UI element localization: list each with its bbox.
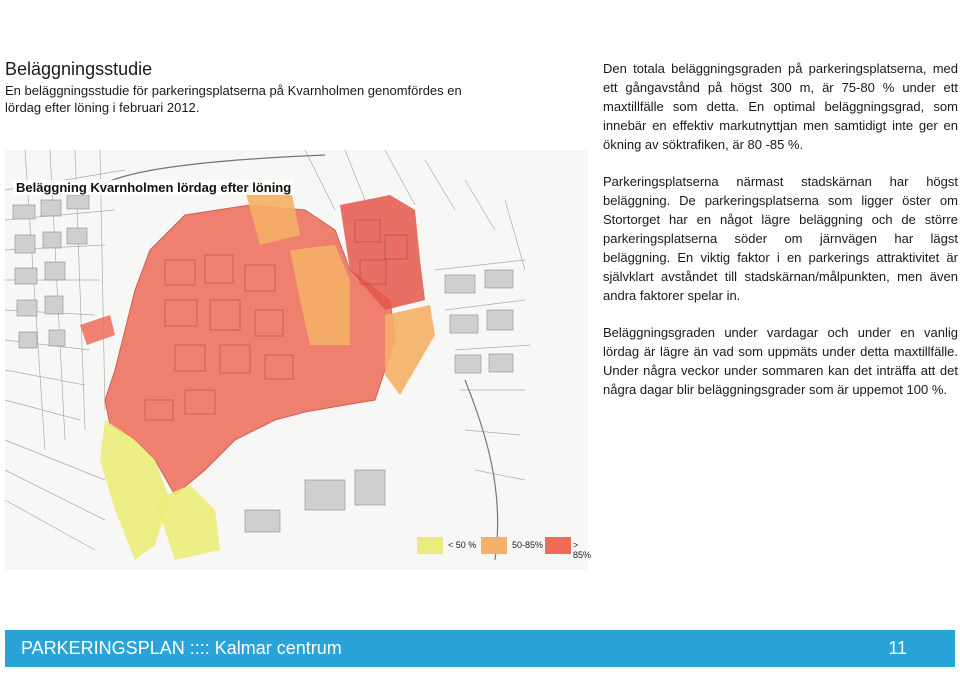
page-title: Beläggningsstudie xyxy=(5,59,153,79)
intro-text: En beläggningsstudie för parkeringsplatserna på Kvarnholmen genomfördes en lördag efter löning i februari 2012. xyxy=(5,83,462,115)
legend-swatch-mid xyxy=(481,537,507,554)
body-text xyxy=(603,59,958,417)
legend-swatch-low xyxy=(417,537,443,554)
legend-label-mid: 50-85% xyxy=(512,540,544,550)
legend-label-low: < 50 % xyxy=(448,540,477,550)
map-illustration xyxy=(5,150,588,570)
legend-swatch-high xyxy=(545,537,571,554)
paragraph-1: Den totala beläggningsgraden på parkeringsplatserna, med ett gångavstånd på högst 300 m, är 75-80 % under ett maxtillfälle som detta. En optimal beläggningsgrad, som innebär en effektiv markutnyttjan men samtidigt inte ger en ökning av söktrafiken, är 80 -85 %. xyxy=(603,61,958,152)
intro-block xyxy=(5,58,465,116)
footer-bar xyxy=(5,630,955,667)
paragraph-3: Beläggningsgraden under vardagar och under en vanlig lördag är lägre än vad som uppmäts under detta maxtillfälle. Under några veckor under sommaren kan det inträffa att det några dagar blir beläggningsgrader som är uppemot 100 %. xyxy=(603,325,958,397)
map-legend xyxy=(415,534,590,558)
map-title: Beläggning Kvarnholmen lördag efter löning xyxy=(13,180,294,195)
page-number: 11 xyxy=(888,638,907,658)
occupancy-map xyxy=(5,150,592,570)
legend-label-high: > 85% xyxy=(573,540,592,560)
paragraph-2: Parkeringsplatserna närmast stadskärnan har högst beläggning. De parkeringsplatserna som ligger öster om Stortorget har en något lägre beläggning och de större parkeringsplatserna söder om järnvägen har lägst beläggning. En viktig faktor i en parkerings attraktivitet är självklart avståndet till stadskärnan/målpunkten, men även andra faktorer spelar in. xyxy=(603,174,958,303)
footer-title: PARKERINGSPLAN :::: Kalmar centrum xyxy=(21,638,342,658)
